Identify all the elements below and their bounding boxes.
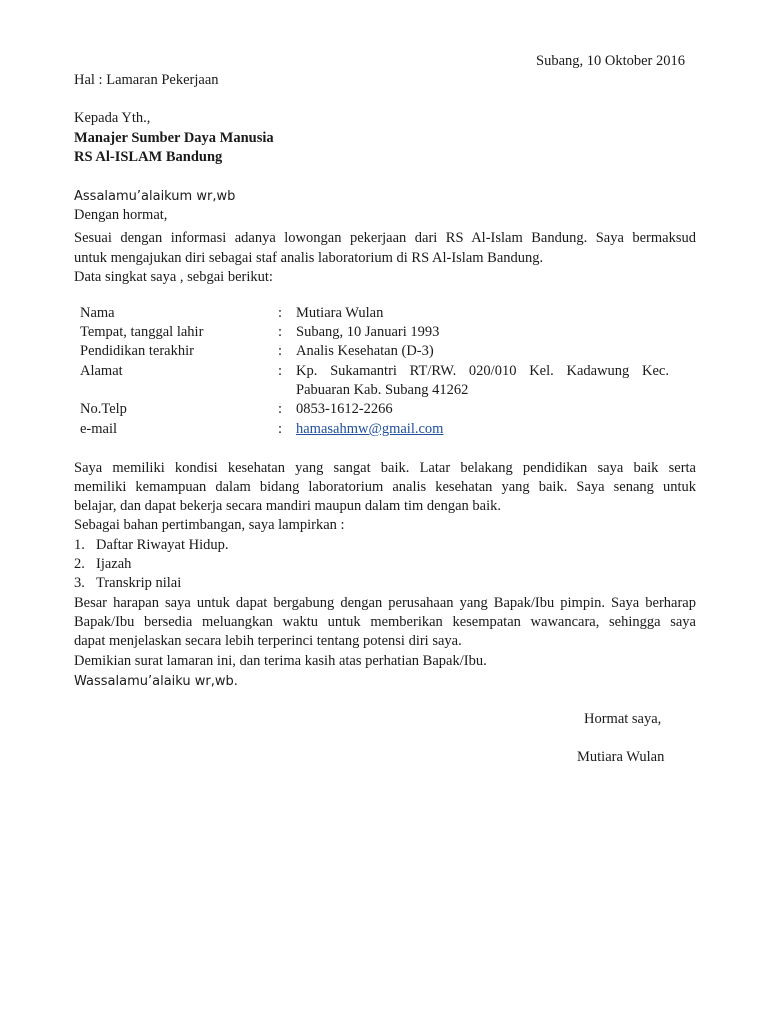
education-label: Pendidikan terakhir	[80, 343, 194, 359]
place-date: Subang, 10 Oktober 2016	[536, 53, 686, 69]
data-row-phone	[80, 400, 696, 420]
opening-greeting: Assalamu’alaikum wr,wb	[74, 189, 236, 204]
intro-line-2: untuk mengajukan diri sebagai staf analis laboratorium di RS Al-Islam Bandung.	[74, 250, 544, 266]
subject-line: Hal : Lamaran Pekerjaan	[74, 72, 219, 88]
signature-name: Mutiara Wulan	[577, 749, 665, 765]
email-label: e-mail	[80, 421, 118, 437]
colon: :	[278, 343, 283, 359]
data-row-email	[80, 420, 696, 440]
body-para2-line-1: Besar harapan saya untuk dapat bergabung dengan perusahaan yang Bapak/Ibu pimpin. Saya berharap	[74, 595, 696, 611]
colon: :	[278, 363, 283, 379]
recipient-title: Manajer Sumber Daya Manusia	[74, 130, 274, 146]
list-number: 1.	[74, 537, 85, 553]
data-row-birth	[80, 323, 696, 343]
opening-respect: Dengan hormat,	[74, 207, 168, 223]
recipient-salutation: Kepada Yth.,	[74, 110, 151, 126]
address-label: Alamat	[80, 363, 123, 379]
name-label: Nama	[80, 305, 115, 321]
colon: :	[278, 324, 283, 340]
body-para1-line-1: Saya memiliki kondisi kesehatan yang sangat baik. Latar belakang pendidikan saya baik serta	[74, 460, 696, 476]
list-number: 3.	[74, 575, 85, 591]
data-row-education	[80, 342, 696, 362]
address-line-1: Kp. Sukamantri RT/RW. 020/010 Kel. Kadawung Kec.	[296, 363, 669, 379]
birth-value: Subang, 10 Januari 1993	[296, 324, 440, 340]
name-value: Mutiara Wulan	[296, 305, 384, 321]
attachments-intro: Sebagai bahan pertimbangan, saya lampirkan :	[74, 517, 345, 533]
colon: :	[278, 305, 283, 321]
intro-line-1: Sesuai dengan informasi adanya lowongan pekerjaan dari RS Al-Islam Bandung. Saya bermaksud	[74, 230, 696, 246]
body-para2-line-2: Bapak/Ibu bersedia meluangkan waktu untuk memberikan kesempatan wawancara, sehingga saya	[74, 614, 696, 630]
body-para2-line-3: dapat menjelaskan secara lebih terperinci tentang potensi diri saya.	[74, 633, 462, 649]
education-value: Analis Kesehatan (D-3)	[296, 343, 434, 359]
list-text: Daftar Riwayat Hidup.	[96, 537, 229, 553]
birth-label: Tempat, tanggal lahir	[80, 324, 204, 340]
colon: :	[278, 421, 283, 437]
list-text: Ijazah	[96, 556, 132, 572]
body-para1-line-2: memiliki kemampuan dalam bidang laboratorium analis kesehatan yang baik. Saya senang untuk	[74, 479, 696, 495]
data-row-name	[80, 304, 696, 324]
list-text: Transkrip nilai	[96, 575, 182, 591]
signature-regards: Hormat saya,	[584, 711, 662, 727]
phone-label: No.Telp	[80, 401, 127, 417]
closing-line: Demikian surat lamaran ini, dan terima kasih atas perhatian Bapak/Ibu.	[74, 653, 487, 669]
colon: :	[278, 401, 283, 417]
address-line-2: Pabuaran Kab. Subang 41262	[296, 382, 469, 398]
email-link[interactable]: hamasahmw@gmail.com	[296, 421, 444, 437]
data-intro: Data singkat saya , sebgai berikut:	[74, 269, 273, 285]
phone-value: 0853-1612-2266	[296, 401, 393, 417]
list-number: 2.	[74, 556, 85, 572]
body-para1-line-3: belajar, dan dapat bekerja secara mandiri maupun dalam tim dengan baik.	[74, 498, 501, 514]
farewell-line: Wassalamu’alaiku wr,wb.	[74, 674, 238, 689]
recipient-organization: RS Al-ISLAM Bandung	[74, 149, 223, 165]
